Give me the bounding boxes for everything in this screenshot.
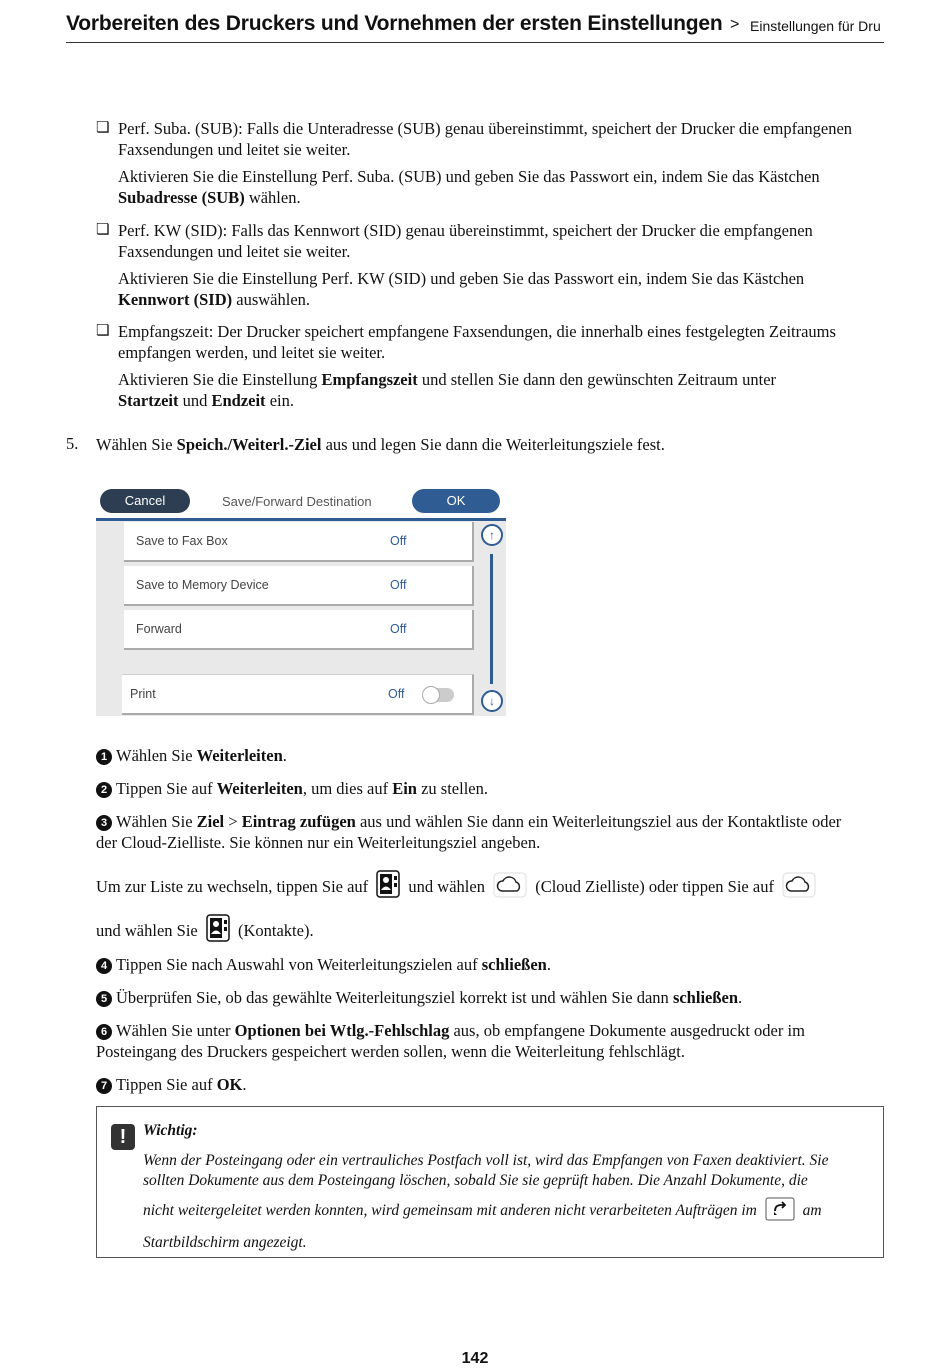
screen-title-bar [96, 486, 506, 521]
substep-2: 2 Tippen Sie auf Weiterleiten, um dies auf Ein zu stellen. [96, 778, 876, 799]
job-status-icon [765, 1197, 795, 1230]
scroll-down-icon[interactable]: ↓ [481, 690, 503, 712]
section-title: Einstellungen für Dru [750, 18, 881, 34]
checkbox-bullet-icon: ❏ [96, 118, 110, 136]
row-save-to-fax-box[interactable]: Save to Fax Box Off [124, 522, 474, 562]
substep-4: 4 Tippen Sie nach Auswahl von Weiterleitungszielen auf schließen. [96, 954, 876, 975]
step-5: Wählen Sie Speich./Weiterl.-Ziel aus und legen Sie dann die Weiterleitungsziele fest. [96, 435, 665, 454]
substep-7: 7 Tippen Sie auf OK. [96, 1074, 876, 1095]
bullet-lead: Empfangszeit: Der Drucker speichert empfangene Faxsendungen, die innerhalb eines festgelegten Zeitraums empfangen werden, und leitet sie weiter. [118, 322, 836, 362]
substep-6: 6 Wählen Sie unter Optionen bei Wtlg.-Fehlschlag aus, ob empfangene Dokumente ausgedruckt oder im Posteingang des Druckers gespeichert werden sollen, wenn die Weiterleitung fehlschlägt. [96, 1021, 805, 1061]
cloud-icon [493, 872, 527, 912]
circled-number-icon: 1 [96, 749, 112, 765]
bullet-detail: Aktivieren Sie die Einstellung Perf. Suba. (SUB) und geben Sie das Passwort ein, indem Sie das Kästchen Subadresse (SUB) wählen. [118, 167, 820, 207]
checkbox-bullet-icon: ❏ [96, 220, 110, 238]
row-print[interactable]: Print Off [122, 674, 474, 715]
cloud-icon [782, 872, 816, 912]
print-toggle[interactable] [424, 688, 454, 702]
circled-number-icon: 4 [96, 958, 112, 974]
bullet-time [118, 321, 878, 411]
exclamation-icon: ! [111, 1124, 135, 1150]
important-text: Wenn der Posteingang oder ein vertrauliches Postfach voll ist, wird das Empfangen von Faxen deaktiviert. Sie sollten Dokumente aus dem Posteingang löschen, sobald Sie sie geprüft haben. Die Anzahl Dokumente, die [143, 1152, 829, 1189]
chapter-title: Vorbereiten des Druckers und Vornehmen der ersten Einstellungen [66, 12, 723, 35]
bullet-lead: Perf. Suba. (SUB): Falls die Unteradresse (SUB) genau übereinstimmt, speichert der Drucker die empfangenen Faxsendungen und leitet sie weiter. [118, 119, 853, 159]
important-note [96, 1106, 884, 1258]
step-number: 5. [66, 434, 79, 453]
bullet-lead: Perf. KW (SID): Falls das Kennwort (SID) genau übereinstimmt, speichert der Drucker die empfangenen Faxsendungen und leitet sie weiter. [118, 221, 813, 261]
substep-1: 1 Wählen Sie Weiterleiten. [96, 745, 876, 766]
printer-screen [96, 486, 506, 716]
scroll-track[interactable] [490, 554, 493, 684]
scrollbar[interactable] [480, 524, 502, 714]
scroll-up-icon[interactable]: ↑ [481, 524, 503, 546]
circled-number-icon: 5 [96, 991, 112, 1007]
circled-number-icon: 2 [96, 782, 112, 798]
cancel-button[interactable]: Cancel [100, 489, 190, 513]
substep-5: 5 Überprüfen Sie, ob das gewählte Weiterleitungsziel korrekt ist und wählen Sie dann schließen. [96, 987, 876, 1008]
row-save-to-memory-device[interactable]: Save to Memory Device Off [124, 566, 474, 606]
row-forward[interactable]: Forward Off [124, 610, 474, 650]
circled-number-icon: 7 [96, 1078, 112, 1094]
contacts-icon [376, 870, 400, 912]
screen-title: Save/Forward Destination [222, 494, 372, 509]
bullet-sid [118, 220, 878, 310]
substep-3: 3 Wählen Sie Ziel > Eintrag zufügen aus und wählen Sie dann ein Weiterleitungsziel aus der Kontaktliste oder der Cloud-Zielliste. Sie können nur ein Weiterleitungsziel angeben. [96, 812, 842, 852]
bullet-detail: Aktivieren Sie die Einstellung Empfangszeit und stellen Sie dann den gewünschten Zeitraum unter Startzeit und Endzeit ein. [118, 370, 777, 410]
circled-number-icon: 6 [96, 1024, 112, 1040]
important-title: Wichtig: [143, 1122, 198, 1139]
breadcrumb-separator: > [730, 16, 740, 33]
important-text-2: nicht weitergeleitet werden konnten, wird gemeinsam mit anderen nicht verarbeiteten Aufträgen im am Startbildschirm angezeigt. [143, 1197, 869, 1256]
checkbox-bullet-icon: ❏ [96, 321, 110, 339]
bullet-sub [118, 118, 878, 208]
bullet-detail: Aktivieren Sie die Einstellung Perf. KW (SID) und geben Sie das Passwort ein, indem Sie das Kästchen Kennwort (SID) auswählen. [118, 269, 805, 309]
contacts-icon [206, 914, 230, 956]
ok-button[interactable]: OK [412, 489, 500, 513]
circled-number-icon: 3 [96, 815, 112, 831]
list-switch-instructions: Um zur Liste zu wechseln, tippen Sie auf und wählen (Cloud Zielliste) oder tippen Sie auf und wählen Sie (Kontakte). [96, 868, 886, 956]
page-header [66, 10, 884, 43]
page-number: 142 [461, 1350, 489, 1367]
